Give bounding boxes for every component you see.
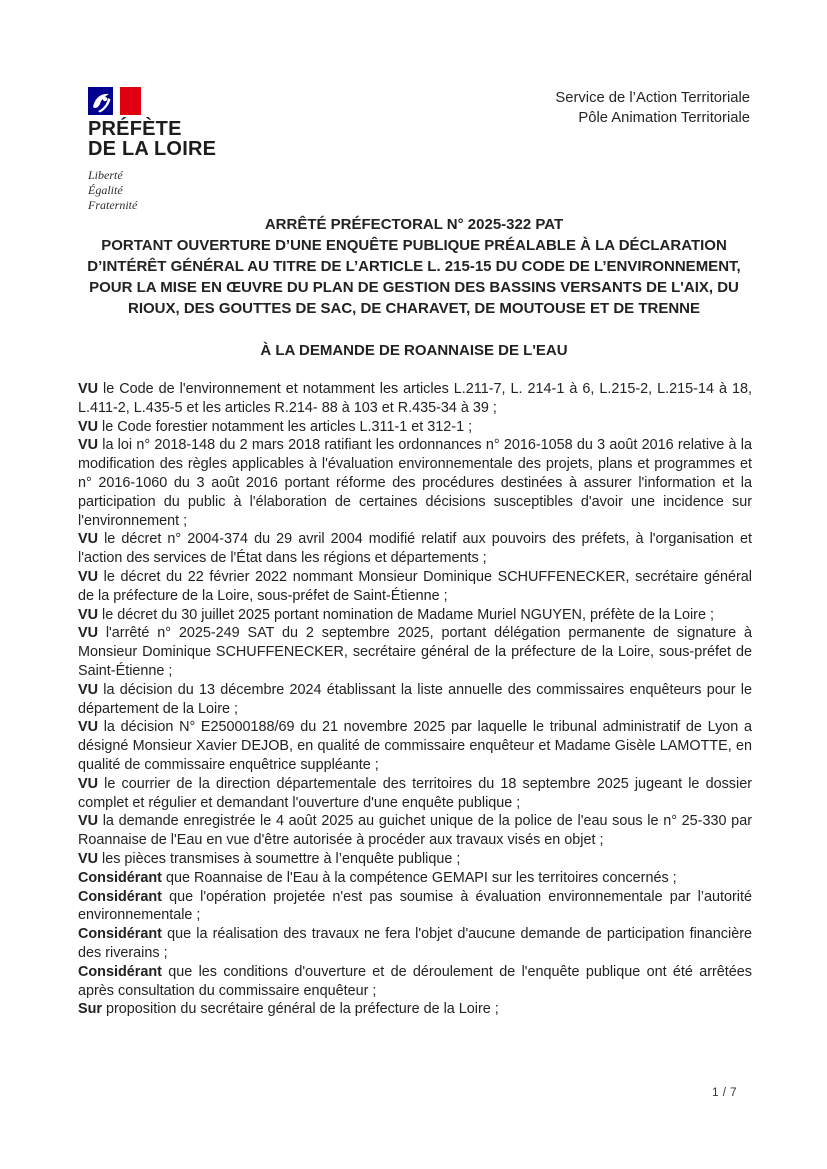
institution-name-line1: PRÉFÈTE — [88, 118, 182, 140]
paragraph — [78, 436, 752, 530]
paragraph — [78, 624, 752, 680]
paragraph-text: le décret n° 2004-374 du 29 avril 2004 modifié relatif aux pouvoirs des préfets, à l'organisation et l'action des services de l'État dans les régions et départements ; — [78, 531, 752, 567]
paragraph-text: le Code de l'environnement et notamment les articles L.211-7, L. 214-1 à 6, L.215-2, L.215-14 à 18, L.411-2, L.435-5 et les articles R.214- 88 à 103 et R.435-34 à 39 ; — [78, 381, 752, 416]
paragraph-lead: Considérant — [78, 963, 162, 980]
motto-line-egalite: Égalité — [88, 183, 123, 197]
paragraph — [78, 530, 752, 568]
paragraph — [78, 681, 752, 719]
paragraph — [78, 418, 752, 437]
paragraph — [78, 380, 752, 418]
paragraph-lead: VU — [78, 813, 98, 830]
paragraph — [78, 925, 752, 963]
motto-line-liberte: Liberté — [88, 168, 123, 182]
paragraph — [78, 606, 752, 625]
paragraph-text: le décret du 22 février 2022 nommant Monsieur Dominique SCHUFFENECKER, secrétaire général de la préfecture de la Loire, sous-préfet de Saint-Étienne ; — [78, 568, 752, 604]
paragraph-text: que la réalisation des travaux ne fera l'objet d'aucune demande de participation financière des riverains ; — [78, 926, 752, 961]
paragraph-lead: VU — [78, 606, 98, 623]
service-line-1: Service de l’Action Territoriale — [555, 90, 750, 106]
paragraph-lead: VU — [78, 719, 98, 736]
paragraph-text: la demande enregistrée le 4 août 2025 au guichet unique de la police de l'eau sous le n° 25-330 par Roannaise de l'Eau en vue d'être autorisée à procéder aux travaux visés en objet ; — [78, 813, 752, 849]
paragraph — [78, 869, 752, 888]
paragraph-lead: Sur — [78, 1001, 102, 1018]
paragraph-text: proposition du secrétaire général de la préfecture de la Loire ; — [102, 1001, 499, 1018]
government-logo — [88, 86, 308, 213]
paragraph-lead: Considérant — [78, 926, 162, 943]
title-demand-line: À LA DEMANDE DE ROANNAISE DE L'EAU — [260, 342, 568, 359]
paragraph-lead: VU — [78, 437, 98, 454]
title-subject-line: PORTANT OUVERTURE D’UNE ENQUÊTE PUBLIQUE PRÉALABLE À LA DÉCLARATION D’INTÉRÊT GÉNÉRAL AU TITRE DE L’ARTICLE L. 215-15 DU CODE DE L’ENVIRONNEMENT, POUR LA MISE EN ŒUVRE DU PLAN DE GESTION DES BASSINS VERSANTS DE L'AIX, DU RIOUX, DES GOUTTES DE SAC, DE CHARAVET, DE MOUTOUSE ET DE TRENNE — [87, 237, 741, 317]
paragraph — [78, 850, 752, 869]
paragraph-text: que l'opération projetée n'est pas soumise à évaluation environnementale par l’autorité environnementale ; — [78, 888, 752, 924]
paragraph-text: le Code forestier notamment les articles L.311-1 et 312-1 ; — [98, 418, 473, 435]
french-flag-marianne-icon — [88, 86, 145, 116]
paragraph-lead: VU — [78, 625, 98, 642]
paragraph-lead: Considérant — [78, 888, 162, 905]
service-block — [555, 88, 750, 128]
paragraph-lead: VU — [78, 681, 98, 698]
paragraph — [78, 1000, 752, 1019]
document-title — [77, 214, 751, 361]
paragraph-lead: VU — [78, 568, 98, 585]
paragraph-text: les pièces transmises à soumettre à l’enquête publique ; — [98, 850, 461, 867]
paragraph-text: le décret du 30 juillet 2025 portant nomination de Madame Muriel NGUYEN, préfète de la Loire ; — [98, 606, 714, 623]
paragraph-lead: Considérant — [78, 869, 162, 886]
paragraph-lead: VU — [78, 381, 98, 397]
title-number-line: ARRÊTÉ PRÉFECTORAL N° 2025-322 PAT — [264, 216, 564, 233]
paragraph — [78, 812, 752, 850]
paragraph — [78, 963, 752, 1001]
body-paragraphs — [78, 380, 752, 1019]
institution-name-line2: DE LA LOIRE — [88, 137, 217, 160]
paragraph — [78, 718, 752, 774]
paragraph-lead: VU — [78, 418, 98, 435]
paragraph-text: la décision du 13 décembre 2024 établissant la liste annuelle des commissaires enquêteurs pour le département de la Loire ; — [78, 681, 752, 717]
service-line-2: Pôle Animation Territoriale — [578, 110, 750, 126]
paragraph-text: que les conditions d'ouverture et de déroulement de l'enquête publique ont été arrêtées après consultation du commissaire enquêteur ; — [78, 963, 752, 999]
paragraph — [78, 888, 752, 926]
paragraph-text: la décision N° E25000188/69 du 21 novembre 2025 par laquelle le tribunal administratif de Lyon a désigné Monsieur Xavier DEJOB, en qualité de commissaire enquêteur et Madame Gisèle LAMOTTE, en qualité de commissaire enquêtrice suppléante ; — [78, 719, 752, 773]
paragraph-text: le courrier de la direction départementale des territoires du 18 septembre 2025 jugeant le dossier complet et régulier et demandant l'ouverture d'une enquête publique ; — [78, 775, 752, 811]
paragraph-text: l'arrêté n° 2025-249 SAT du 2 septembre 2025, portant délégation permanente de signature à Monsieur Dominique SCHUFFENECKER, secrétaire général de la préfecture de la Loire, sous-préfet de Saint-Étienne ; — [78, 625, 752, 679]
paragraph-lead: VU — [78, 850, 98, 867]
paragraph-lead: VU — [78, 531, 98, 548]
motto — [88, 168, 308, 213]
motto-line-fraternite: Fraternité — [88, 198, 138, 212]
paragraph-text: que Roannaise de l'Eau à la compétence GEMAPI sur les territoires concernés ; — [161, 869, 677, 886]
paragraph-lead: VU — [78, 775, 98, 792]
page-number: 1 / 7 — [712, 1087, 737, 1099]
paragraph — [78, 568, 752, 606]
paragraph-text: la loi n° 2018-148 du 2 mars 2018 ratifiant les ordonnances n° 2016-1058 du 3 août 2016 relative à la modification des règles applicables à l'évaluation environnementale des projets, plans et programmes et n° 2016-1060 du 3 août 2016 portant réforme des procédures destinées à assurer l'information et la participation du public à l'élaboration de certaines décisions susceptibles d'avoir une incidence sur l'environnement ; — [78, 437, 752, 529]
paragraph — [78, 775, 752, 813]
